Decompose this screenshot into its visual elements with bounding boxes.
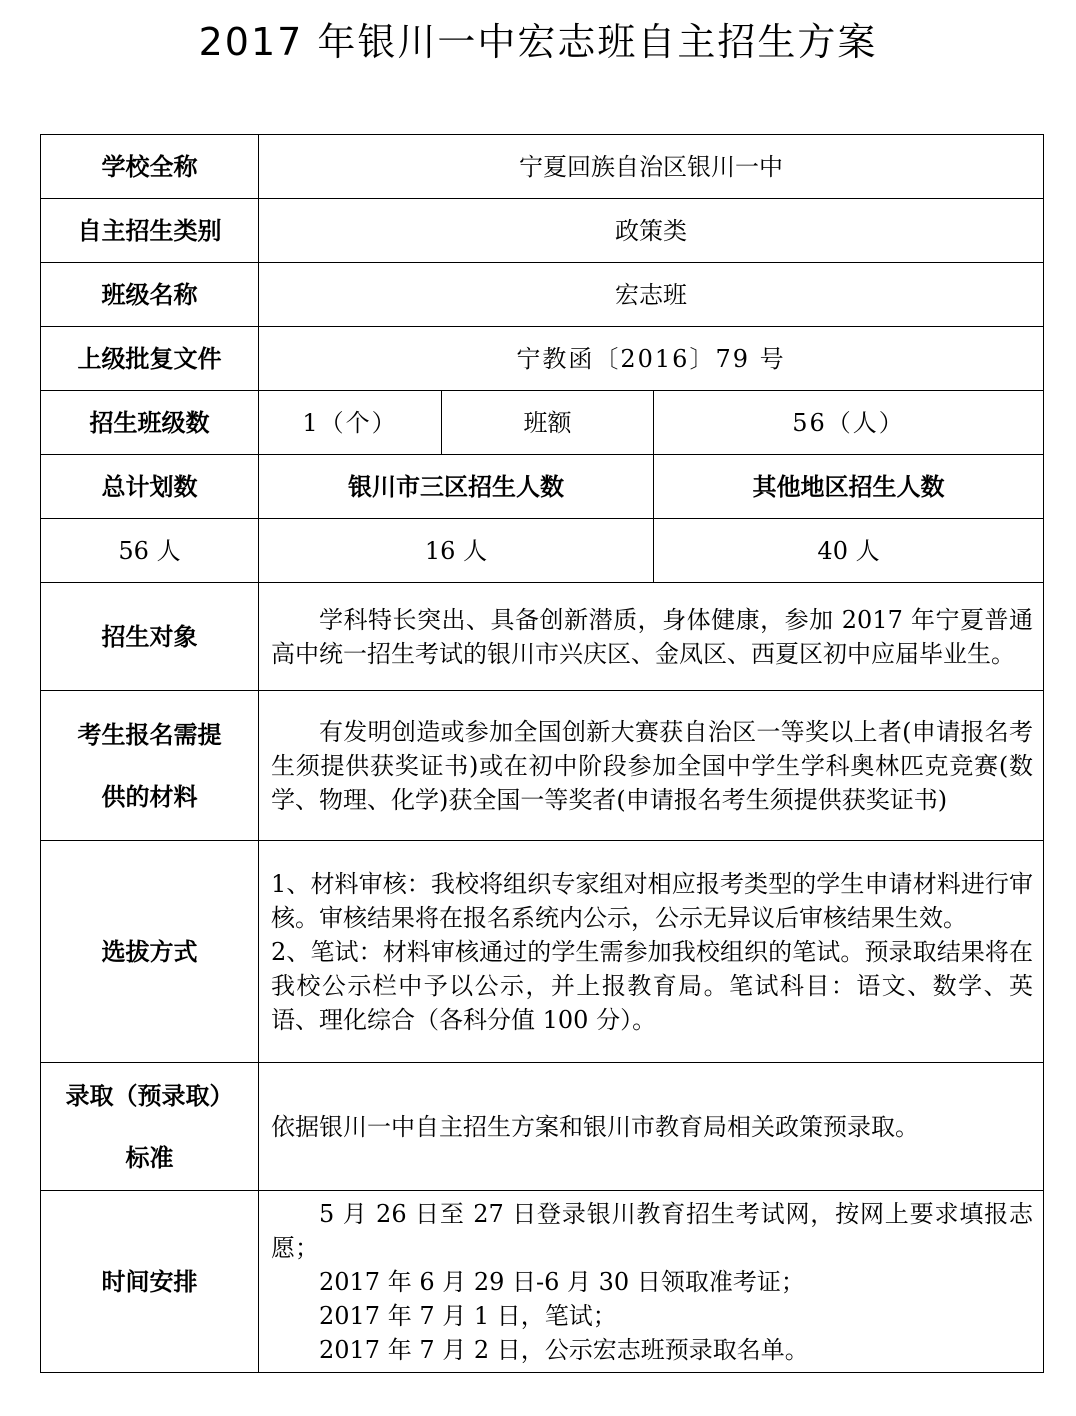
page-title: 2017 年银川一中宏志班自主招生方案: [198, 20, 878, 64]
row-plan-header: [41, 455, 1044, 519]
schedule-item: 2017 年 7 月 2 日，公示宏志班预录取名单。: [319, 1335, 809, 1364]
materials-label: [41, 691, 259, 841]
other-count-value: 40 人: [654, 519, 1044, 583]
approval-doc-label: 上级批复文件: [41, 327, 259, 391]
materials-text: 有发明创造或参加全国创新大赛获自治区一等奖以上者(申请报名考生须提供获奖证书)或在初中阶段参加全国中学生学科奥林匹克竞赛(数学、物理、化学)获全国一等奖者(申请报名考生须提供获奖证书): [271, 717, 1034, 814]
row-admission: [41, 1063, 1044, 1191]
selection-item-material-review: 1、材料审核：我校将组织专家组对相应报考类型的学生申请材料进行审核。审核结果将在报名系统内公示，公示无异议后审核结果生效。: [271, 869, 1034, 932]
other-count-header: 其他地区招生人数: [654, 455, 1044, 519]
approval-doc-value: 宁教函〔2016〕79 号: [259, 327, 1044, 391]
materials-cell: [259, 691, 1044, 841]
class-quota-value: 56（人）: [654, 391, 1044, 455]
class-count-value: 1（个）: [259, 391, 442, 455]
row-class-name: [41, 263, 1044, 327]
admission-label: [41, 1063, 259, 1191]
category-value: 政策类: [259, 199, 1044, 263]
school-name-value: 宁夏回族自治区银川一中: [259, 135, 1044, 199]
class-name-value: 宏志班: [259, 263, 1044, 327]
row-approval-doc: [41, 327, 1044, 391]
category-label: 自主招生类别: [41, 199, 259, 263]
target-label: 招生对象: [41, 583, 259, 691]
row-schedule: [41, 1191, 1044, 1373]
class-quota-label: 班额: [442, 391, 654, 455]
admission-text: 依据银川一中自主招生方案和银川市教育局相关政策预录取。: [271, 1112, 919, 1141]
yinchuan-count-header: 银川市三区招生人数: [259, 455, 654, 519]
schedule-item: 5 月 26 日至 27 日登录银川教育招生考试网，按网上要求填报志愿；: [271, 1199, 1034, 1262]
target-cell: [259, 583, 1044, 691]
total-plan-value: 56 人: [41, 519, 259, 583]
row-materials: [41, 691, 1044, 841]
materials-label-line2: 供的材料: [101, 782, 198, 811]
row-target: [41, 583, 1044, 691]
school-name-label: 学校全称: [41, 135, 259, 199]
materials-label-line1: 考生报名需提: [77, 720, 222, 749]
schedule-cell: [259, 1191, 1044, 1373]
selection-cell: [259, 841, 1044, 1063]
class-count-label: 招生班级数: [41, 391, 259, 455]
admission-label-line1: 录取（预录取）: [65, 1081, 234, 1110]
row-class-count: [41, 391, 1044, 455]
class-name-label: 班级名称: [41, 263, 259, 327]
row-category: [41, 199, 1044, 263]
row-school-name: [41, 135, 1044, 199]
yinchuan-count-value: 16 人: [259, 519, 654, 583]
row-plan-values: [41, 519, 1044, 583]
admission-cell: [259, 1063, 1044, 1191]
schedule-item: 2017 年 7 月 1 日，笔试；: [319, 1301, 617, 1330]
total-plan-label: 总计划数: [41, 455, 259, 519]
row-selection: [41, 841, 1044, 1063]
schedule-label: 时间安排: [41, 1191, 259, 1373]
selection-item-written-test: 2、笔试：材料审核通过的学生需参加我校组织的笔试。预录取结果将在我校公示栏中予以公示，并上报教育局。笔试科目：语文、数学、英语、理化综合（各科分值 100 分）。: [271, 937, 1034, 1034]
admission-plan-table: [40, 134, 1044, 1373]
schedule-item: 2017 年 6 月 29 日-6 月 30 日领取准考证；: [319, 1267, 805, 1296]
admission-label-line2: 标准: [125, 1143, 174, 1172]
selection-label: 选拔方式: [41, 841, 259, 1063]
target-text: 学科特长突出、具备创新潜质，身体健康，参加 2017 年宁夏普通高中统一招生考试的银川市兴庆区、金凤区、西夏区初中应届毕业生。: [271, 605, 1034, 668]
